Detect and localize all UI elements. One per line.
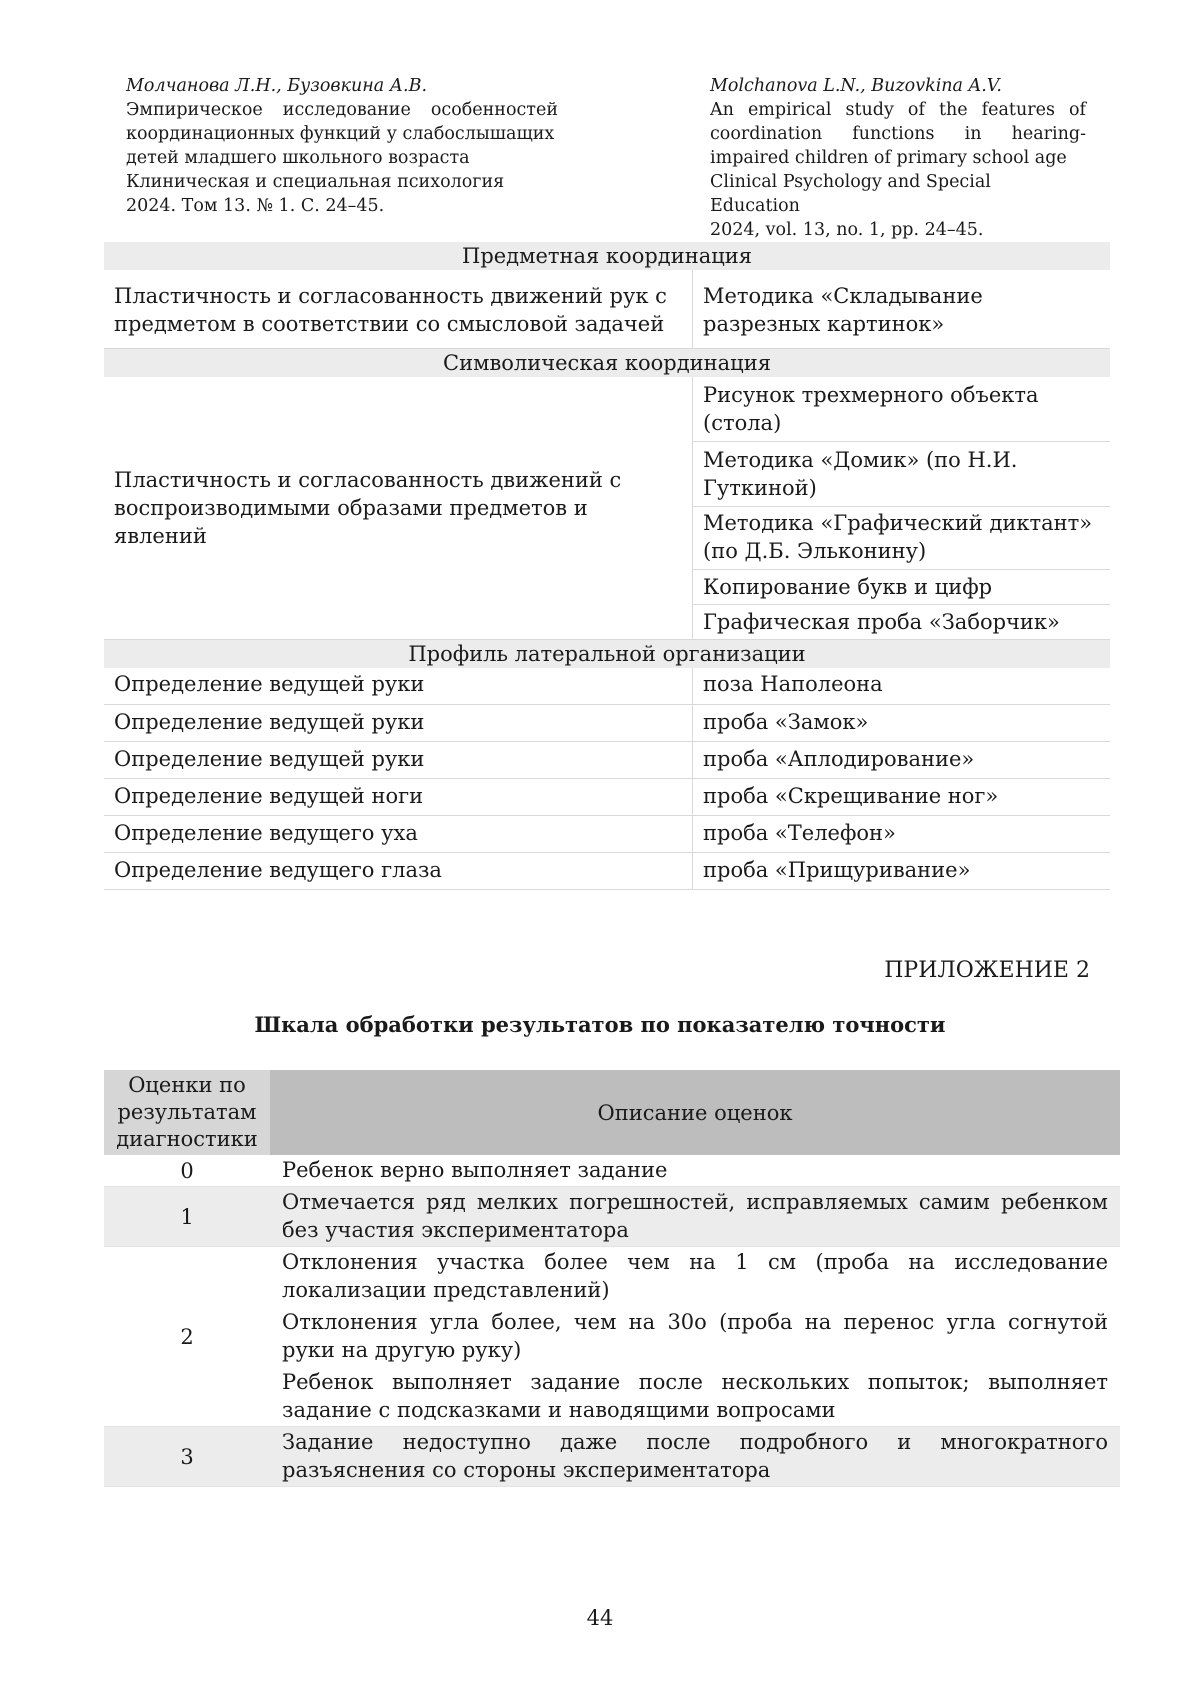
description-cell: Задание недоступно даже после подробного и многократного разъяснения со стороны экспериментатора xyxy=(270,1427,1120,1487)
header-title-line-en-3: impaired children of primary school age xyxy=(710,148,1067,168)
table-cell: Методика «Домик» (по Н.И. Гуткиной) xyxy=(693,442,1111,507)
header-title-line-ru-3: детей младшего школьного возраста xyxy=(126,148,470,168)
coordination-methods-table xyxy=(104,242,1110,890)
table-cell: Графическая проба «Заборчик» xyxy=(693,605,1111,640)
appendix-label: ПРИЛОЖЕНИЕ 2 xyxy=(884,958,1090,983)
header-title-line-en-1: An empirical study of the features of xyxy=(710,100,1086,120)
score-cell: 2 xyxy=(104,1247,270,1427)
table-row xyxy=(104,1247,1120,1427)
table-row xyxy=(104,742,1110,779)
section-row xyxy=(104,242,1110,270)
table-cell: проба «Прищуривание» xyxy=(693,853,1111,890)
score-cell: 3 xyxy=(104,1427,270,1487)
description-cell: Отмечается ряд мелких погрешностей, исправляемых самим ребенком без участия экспериментатора xyxy=(270,1187,1120,1247)
column-header-line: Оценки по xyxy=(128,1073,246,1097)
table-cell: Определение ведущей руки xyxy=(104,742,693,779)
table-row xyxy=(104,705,1110,742)
table-cell: Определение ведущего глаза xyxy=(104,853,693,890)
section-row xyxy=(104,349,1110,378)
table-row xyxy=(104,1187,1120,1247)
description-paragraph: Отклонения участка более чем на 1 см (проба на исследование локализации представлений) xyxy=(282,1250,1108,1302)
header-issue-ru: 2024. Том 13. № 1. С. 24–45. xyxy=(126,196,385,216)
table-cell: Пластичность и согласованность движений рук с предметом в соответствии со смысловой задачей xyxy=(104,270,693,349)
table-cell: поза Наполеона xyxy=(693,668,1111,705)
table-row xyxy=(104,853,1110,890)
table-cell: проба «Телефон» xyxy=(693,816,1111,853)
table-cell: Пластичность и согласованность движений с воспроизводимыми образами предметов и явлений xyxy=(104,377,693,640)
table-cell: Рисунок трехмерного объекта (стола) xyxy=(693,377,1111,442)
header-authors-ru: Молчанова Л.Н., Бузовкина А.В. xyxy=(126,76,428,96)
scale-title: Шкала обработки результатов по показателю точности xyxy=(254,1012,946,1037)
description-cell xyxy=(270,1247,1120,1427)
table-cell: Копирование букв и цифр xyxy=(693,570,1111,605)
section-lateral-profile: Профиль латеральной организации xyxy=(104,640,1110,669)
table-row xyxy=(104,668,1110,705)
section-row xyxy=(104,640,1110,669)
header-russian xyxy=(126,74,558,218)
page-number: 44 xyxy=(586,1606,614,1630)
table-row xyxy=(104,1155,1120,1187)
header-english xyxy=(710,74,1086,242)
table-cell: проба «Аплодирование» xyxy=(693,742,1111,779)
column-header-line: диагностики xyxy=(116,1127,258,1151)
description-paragraph: Отклонения угла более, чем на 30о (проба на перенос угла согнутой руки на другую руку) xyxy=(282,1310,1108,1362)
column-header-description: Описание оценок xyxy=(270,1070,1120,1155)
table-cell: проба «Скрещивание ног» xyxy=(693,779,1111,816)
header-title-line-ru-1: Эмпирическое исследование особенностей xyxy=(126,100,558,120)
column-header-line: результатам xyxy=(117,1100,257,1124)
description-cell: Ребенок верно выполняет задание xyxy=(270,1155,1120,1187)
table-header-row xyxy=(104,1070,1120,1155)
table-cell: Методика «Графический диктант» (по Д.Б. Эльконину) xyxy=(693,507,1111,570)
header-title-line-ru-2: координационных функций у слабослышащих xyxy=(126,124,555,144)
table-cell: проба «Замок» xyxy=(693,705,1111,742)
column-header-scores xyxy=(104,1070,270,1155)
accuracy-scale-table xyxy=(104,1070,1120,1487)
table-row xyxy=(104,779,1110,816)
score-cell: 1 xyxy=(104,1187,270,1247)
table-row xyxy=(104,816,1110,853)
table-cell: Определение ведущей руки xyxy=(104,668,693,705)
description-paragraph: Ребенок выполняет задание после нескольких попыток; выполняет задание с подсказками и наводящими вопросами xyxy=(282,1370,1108,1422)
table-cell: Методика «Складывание разрезных картинок» xyxy=(693,270,1111,349)
table-row xyxy=(104,377,1110,442)
header-title-line-en-2: coordination functions in hearing- xyxy=(710,124,1086,144)
section-subject-coordination: Предметная координация xyxy=(104,242,1110,270)
header-authors-en: Molchanova L.N., Buzovkina A.V. xyxy=(710,76,1002,96)
table-cell: Определение ведущего уха xyxy=(104,816,693,853)
section-symbolic-coordination: Символическая координация xyxy=(104,349,1110,378)
table-row xyxy=(104,1427,1120,1487)
table-row xyxy=(104,270,1110,349)
header-journal-en: Clinical Psychology and Special Education xyxy=(710,172,991,216)
header-journal-ru: Клиническая и специальная психология xyxy=(126,172,505,192)
table-cell: Определение ведущей ноги xyxy=(104,779,693,816)
score-cell: 0 xyxy=(104,1155,270,1187)
table-cell: Определение ведущей руки xyxy=(104,705,693,742)
running-header xyxy=(126,74,1086,240)
header-issue-en: 2024, vol. 13, no. 1, pp. 24–45. xyxy=(710,220,984,240)
